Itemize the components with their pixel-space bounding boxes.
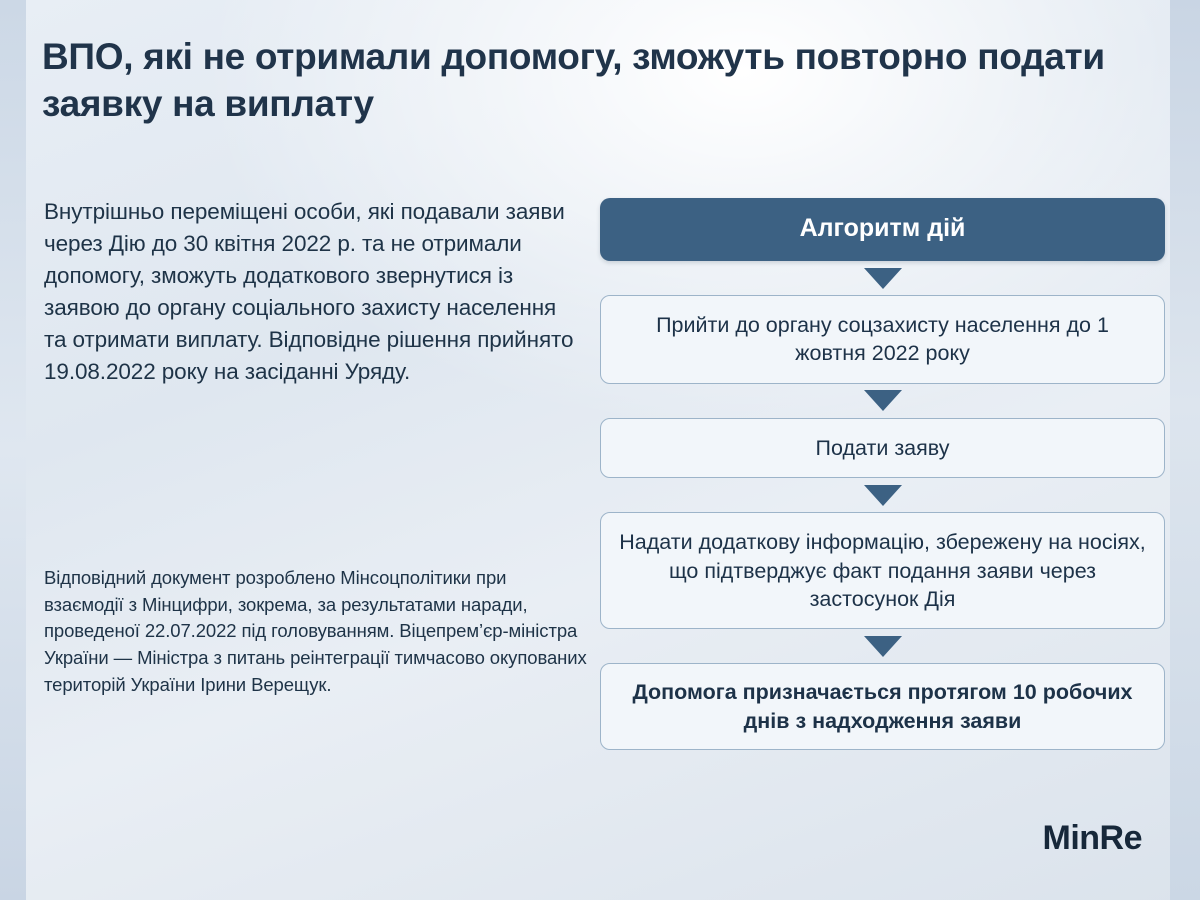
flow-arrow-3: [600, 478, 1165, 512]
flowchart-header: Алгоритм дій: [600, 198, 1165, 261]
flow-step-1: Прийти до органу соцзахисту населення до 1 жовтня 2022 року: [600, 295, 1165, 384]
note-paragraph: Відповідний документ розроблено Мінсоцполітики при взаємодії з Мінцифри, зокрема, за результатами наради, проведеної 22.07.2022 під головуванням. Віцепрем’єр-міністра України — Міністра з питань реінтеграції тимчасово окупованих територій України Ірини Верещук.: [44, 567, 587, 695]
left-column: [44, 196, 574, 388]
flow-arrow-4: [600, 629, 1165, 663]
lead-paragraph: Внутрішньо переміщені особи, які подавали заяви через Дію до 30 квітня 2022 р. та не отримали допомогу, зможуть додаткового звернутися із заявою до органу соціального захисту населення та отримати виплату. Відповідне рішення прийнято 19.08.2022 року на засіданні Уряду.: [44, 199, 574, 384]
flow-step-3: Надати додаткову інформацію, збережену на носіях, що підтверджує факт подання заяви через застосунок Дія: [600, 512, 1165, 629]
page-title: ВПО, які не отримали допомогу, зможуть повторно подати заявку на виплату: [42, 36, 1105, 124]
arrow-down-icon: [864, 485, 902, 506]
algorithm-flowchart: [600, 198, 1165, 750]
brand-logo: MinRe: [1042, 819, 1142, 857]
flow-arrow-1: [600, 261, 1165, 295]
flow-arrow-2: [600, 384, 1165, 418]
arrow-down-icon: [864, 268, 902, 289]
flow-step-2: Подати заяву: [600, 418, 1165, 478]
arrow-down-icon: [864, 636, 902, 657]
arrow-down-icon: [864, 390, 902, 411]
flow-step-4: Допомога призначається протягом 10 робочих днів з надходження заяви: [600, 663, 1165, 750]
